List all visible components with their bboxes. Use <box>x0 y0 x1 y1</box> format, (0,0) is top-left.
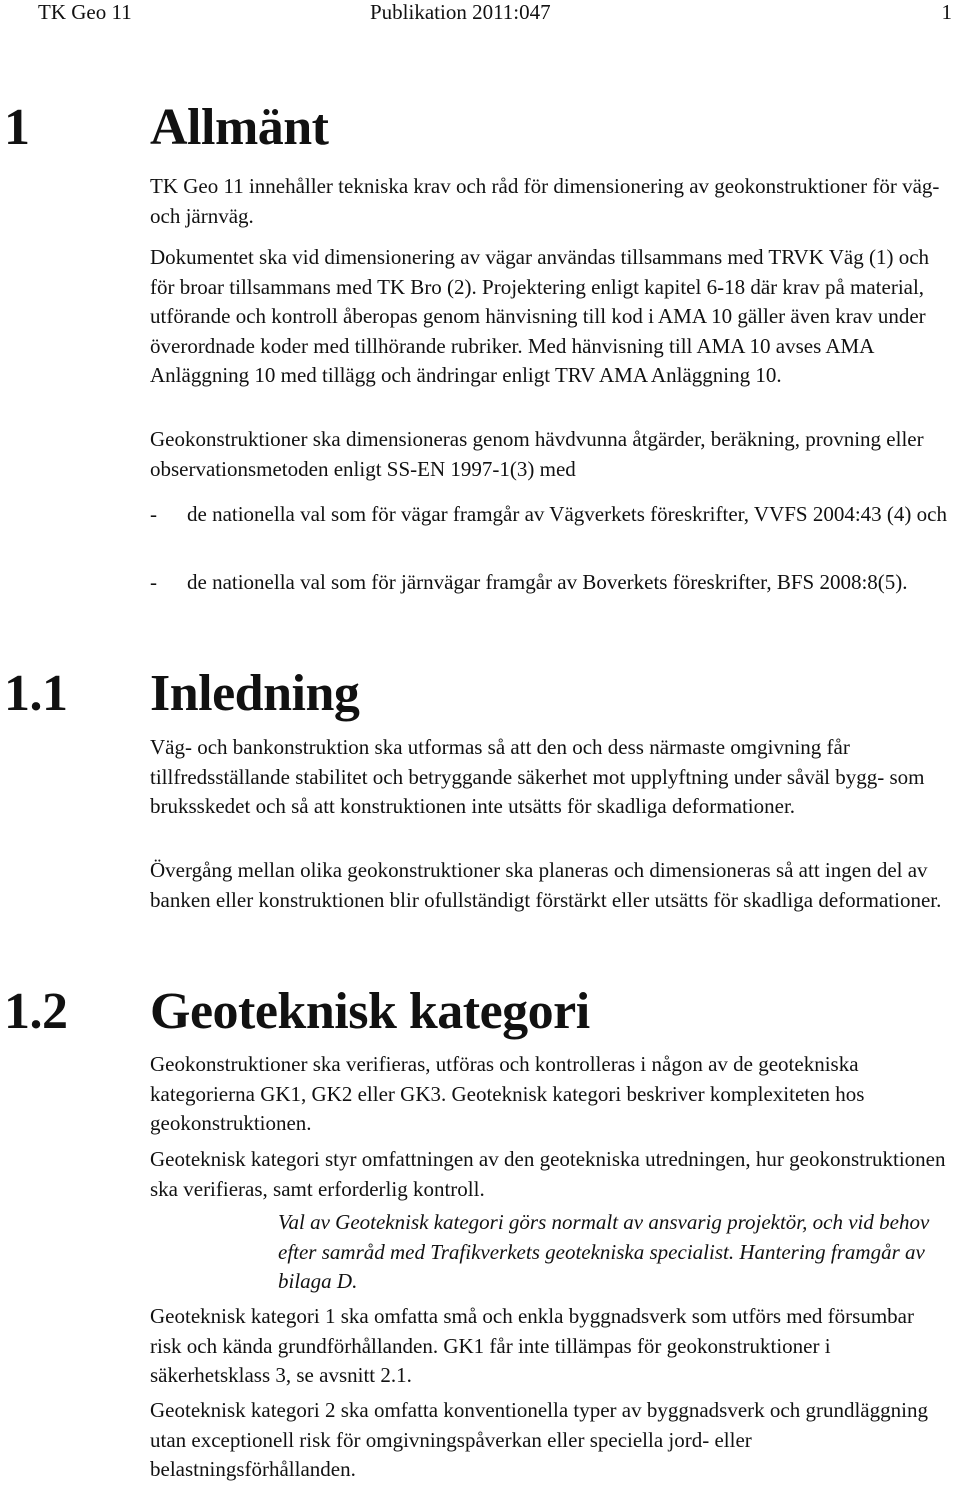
paragraph: Väg- och bankonstruktion ska utformas så att den och dess närmaste omgivning får tillfredsställande stabilitet och betryggande säkerhet mot upplyftning under såväl bygg- som bruksskedet och så att konstruktionen inte utsätts för skadliga deformationer. <box>150 735 925 818</box>
list-item-text: de nationella val som för vägar framgår av Vägverkets föreskrifter, VVFS 2004:43 (4) och <box>187 502 947 526</box>
note-paragraph: Val av Geoteknisk kategori görs normalt av ansvarig projektör, och vid behov efter samråd med Trafikverkets geotekniska specialist. Hantering framgår av bilaga D. <box>278 1210 930 1293</box>
paragraph: Geokonstruktioner ska dimensioneras genom hävdvunna åtgärder, beräkning, provning eller observationsmetoden enligt SS-EN 1997-1(3) med <box>150 427 924 481</box>
paragraph: Dokumentet ska vid dimensionering av vägar användas tillsammans med TRVK Väg (1) och för broar tillsammans med TK Bro (2). Projektering enligt kapitel 6-18 där krav på material, utförande och kontroll åberopas genom hänvisning till kod i AMA 10 gäller även krav under överordnade koder med tillhörande rubriker. Med hänvisning till AMA 10 avses AMA Anläggning 10 med tillägg och ändringar enligt TRV AMA Anläggning 10. <box>150 245 930 387</box>
header-publication-number: Publikation 2011:047 <box>370 0 551 24</box>
section-number: 1 <box>4 99 30 156</box>
section-number: 1.1 <box>4 665 68 722</box>
paragraph: Geoteknisk kategori 2 ska omfatta konventionella typer av byggnadsverk och grundläggning utan exceptionell risk för omgivningspåverkan eller speciella jord- eller belastningsförhållanden. <box>150 1398 928 1481</box>
header-page-number: 1 <box>941 0 952 24</box>
running-header <box>0 0 960 28</box>
section-title: Inledning <box>150 665 360 722</box>
paragraph: Geokonstruktioner ska verifieras, utföras och kontrolleras i någon av de geotekniska kategorierna GK1, GK2 eller GK3. Geoteknisk kategori beskriver komplexiteten hos geokonstruktionen. <box>150 1052 865 1135</box>
list-marker: - <box>150 502 157 526</box>
list-item-text: de nationella val som för järnvägar framgår av Boverkets föreskrifter, BFS 2008:8(5). <box>187 570 908 594</box>
section-title: Allmänt <box>150 99 329 156</box>
list-marker: - <box>150 570 157 594</box>
paragraph: Geoteknisk kategori 1 ska omfatta små och enkla byggnadsverk som utförs med försumbar risk och kända grundförhållanden. GK1 får inte tillämpas för geokonstruktioner i säkerhetsklass 3, se avsnitt 2.1. <box>150 1304 914 1387</box>
header-document-code: TK Geo 11 <box>38 0 132 24</box>
section-title: Geoteknisk kategori <box>150 983 590 1040</box>
paragraph: Övergång mellan olika geokonstruktioner ska planeras och dimensioneras så att ingen del av banken eller konstruktionen blir ofullständigt förstärkt eller utsätts för skadliga deformationer. <box>150 858 942 912</box>
section-number: 1.2 <box>4 983 68 1040</box>
paragraph: TK Geo 11 innehåller tekniska krav och råd för dimensionering av geokonstruktioner för väg- och järnväg. <box>150 174 940 228</box>
paragraph: Geoteknisk kategori styr omfattningen av den geotekniska utredningen, hur geokonstruktionen ska verifieras, samt erforderlig kontroll. <box>150 1147 946 1201</box>
